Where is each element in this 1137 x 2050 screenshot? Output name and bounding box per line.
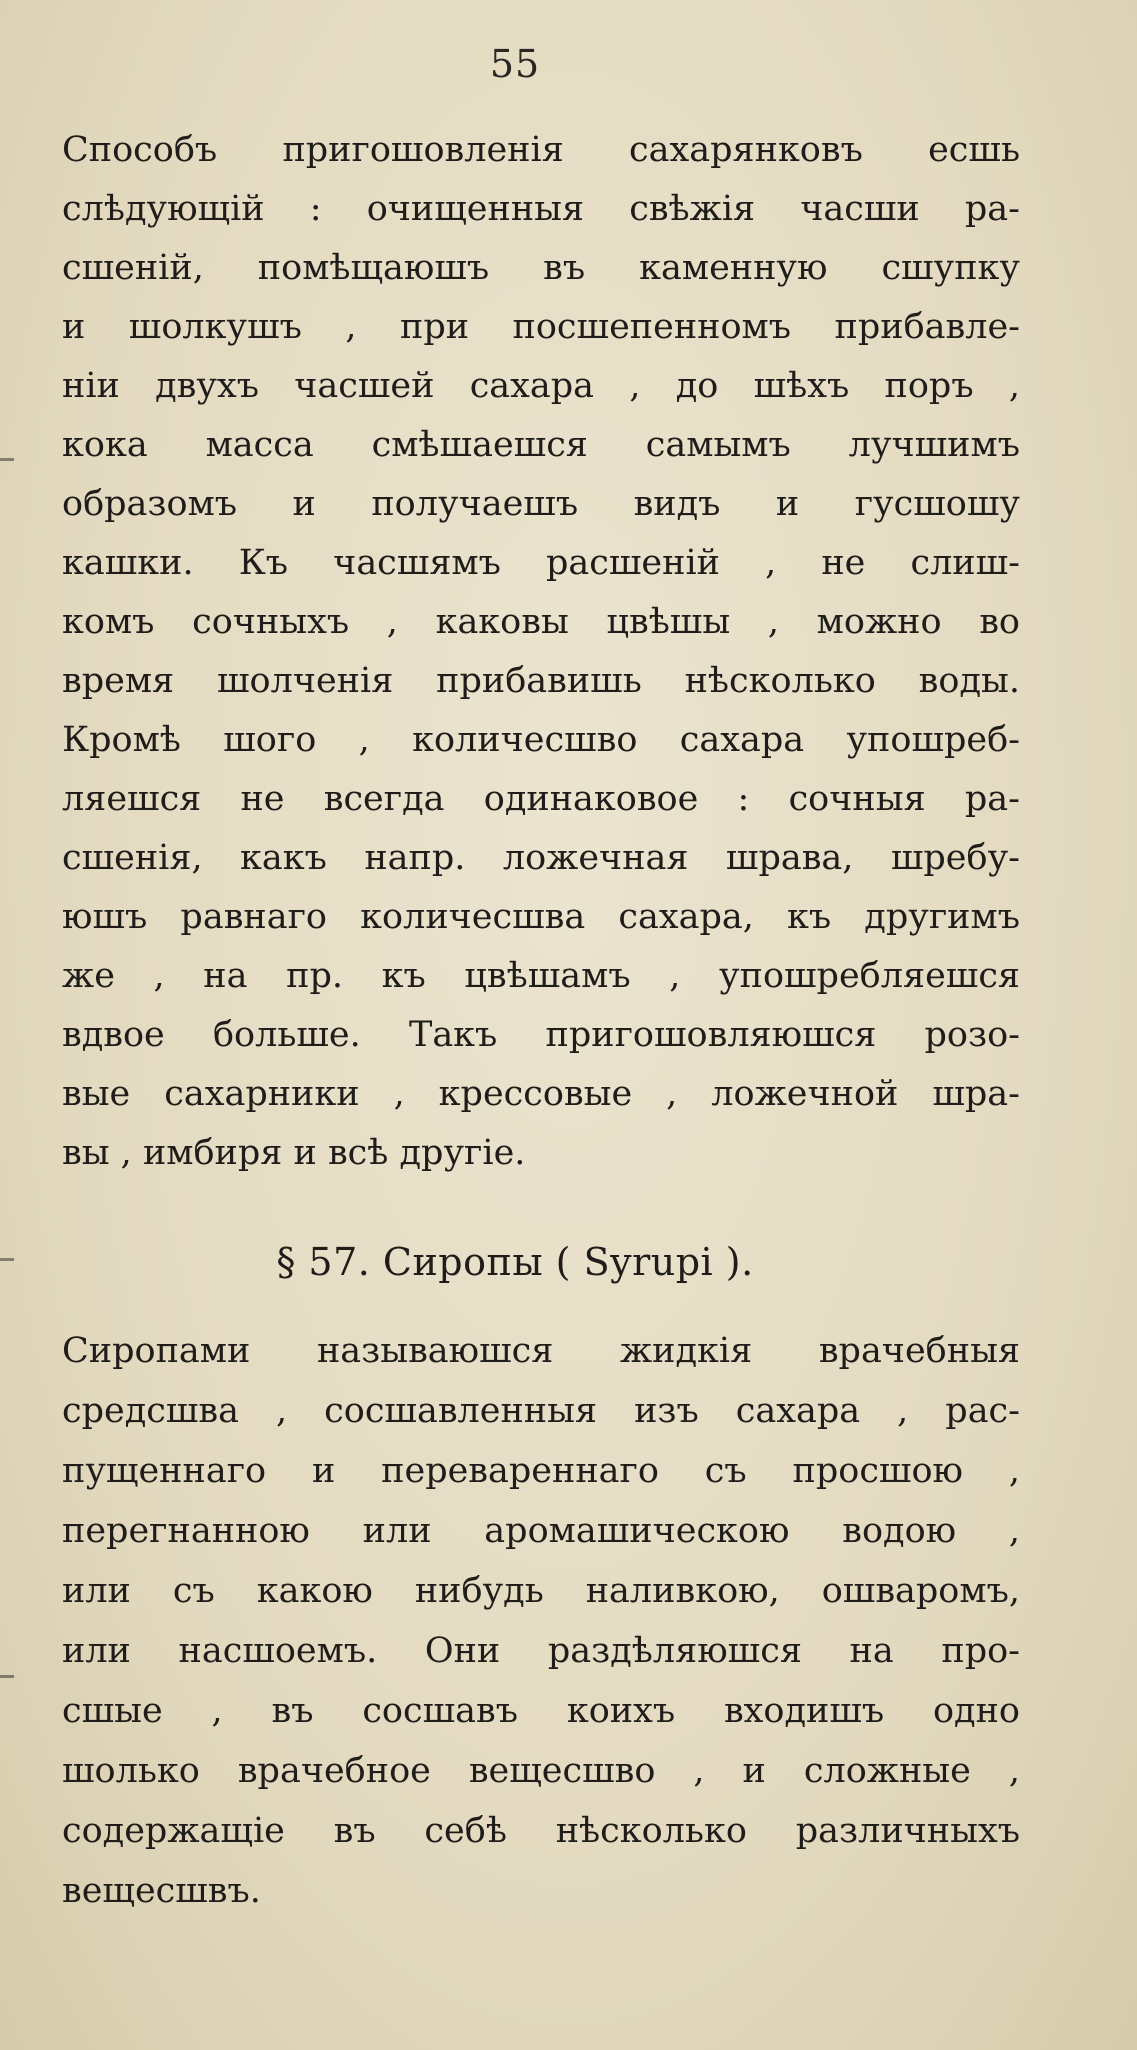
text-line: шолько врачебное вещесшво , и сложные , (62, 1751, 1020, 1791)
text-line: Сиропами называюшся жидкія врачебныя (62, 1331, 1020, 1371)
text-line: пущеннаго и перевареннаго съ просшою , (62, 1451, 1020, 1491)
text-line: время шолченія прибавишь нѣсколько воды. (62, 661, 1020, 701)
margin-mark (0, 458, 14, 461)
text-line: юшъ равнаго количесшва сахара, къ другимъ (62, 897, 1020, 937)
text-line: Способъ пригошовленія сахарянковъ есшь (62, 130, 1020, 170)
text-line: или насшоемъ. Они раздѣляюшся на про- (62, 1631, 1020, 1671)
section-heading: § 57. Сиропы ( Syrupi ). (276, 1240, 754, 1284)
page-number: 55 (489, 42, 541, 86)
text-line: кока масса смѣшаешся самымъ лучшимъ (62, 425, 1020, 465)
text-line: средсшва , сосшавленныя изъ сахара , рас- (62, 1391, 1020, 1431)
text-line: сшеній, помѣщаюшъ въ каменную сшупку (62, 248, 1020, 288)
text-line: слѣдующій : очищенныя свѣжія часши ра- (62, 189, 1020, 229)
text-line: вдвое больше. Такъ пригошовляюшся розо- (62, 1015, 1020, 1055)
text-line: же , на пр. къ цвѣшамъ , упошребляешся (62, 956, 1020, 996)
text-line: комъ сочныхъ , каковы цвѣшы , можно во (62, 602, 1020, 642)
text-line: образомъ и получаешъ видъ и гусшошу (62, 484, 1020, 524)
margin-mark (0, 1258, 14, 1261)
text-line: Кромѣ шого , количесшво сахара упошреб- (62, 720, 1020, 760)
text-line: или съ какою нибудь наливкою, ошваромъ, (62, 1571, 1020, 1611)
text-line: вы , имбиря и всѣ другіе. (62, 1133, 526, 1173)
text-line: кашки. Къ часшямъ расшеній , не слиш- (62, 543, 1020, 583)
text-line: вые сахарники , крессовые , ложечной шра- (62, 1074, 1020, 1114)
text-line: ніи двухъ часшей сахара , до шѣхъ поръ , (62, 366, 1020, 406)
text-line: и шолкушъ , при посшепенномъ прибавле- (62, 307, 1020, 347)
text-line: ляешся не всегда одинаковое : сочныя ра- (62, 779, 1020, 819)
text-line: перегнанною или аромашическою водою , (62, 1511, 1020, 1551)
margin-mark (0, 1675, 14, 1678)
text-line: вещесшвъ. (62, 1871, 261, 1911)
text-line: содержащіе въ себѣ нѣсколько различныхъ (62, 1811, 1020, 1851)
text-line: сшые , въ сосшавъ коихъ входишъ одно (62, 1691, 1020, 1731)
text-line: сшенія, какъ напр. ложечная шрава, шребу- (62, 838, 1020, 878)
